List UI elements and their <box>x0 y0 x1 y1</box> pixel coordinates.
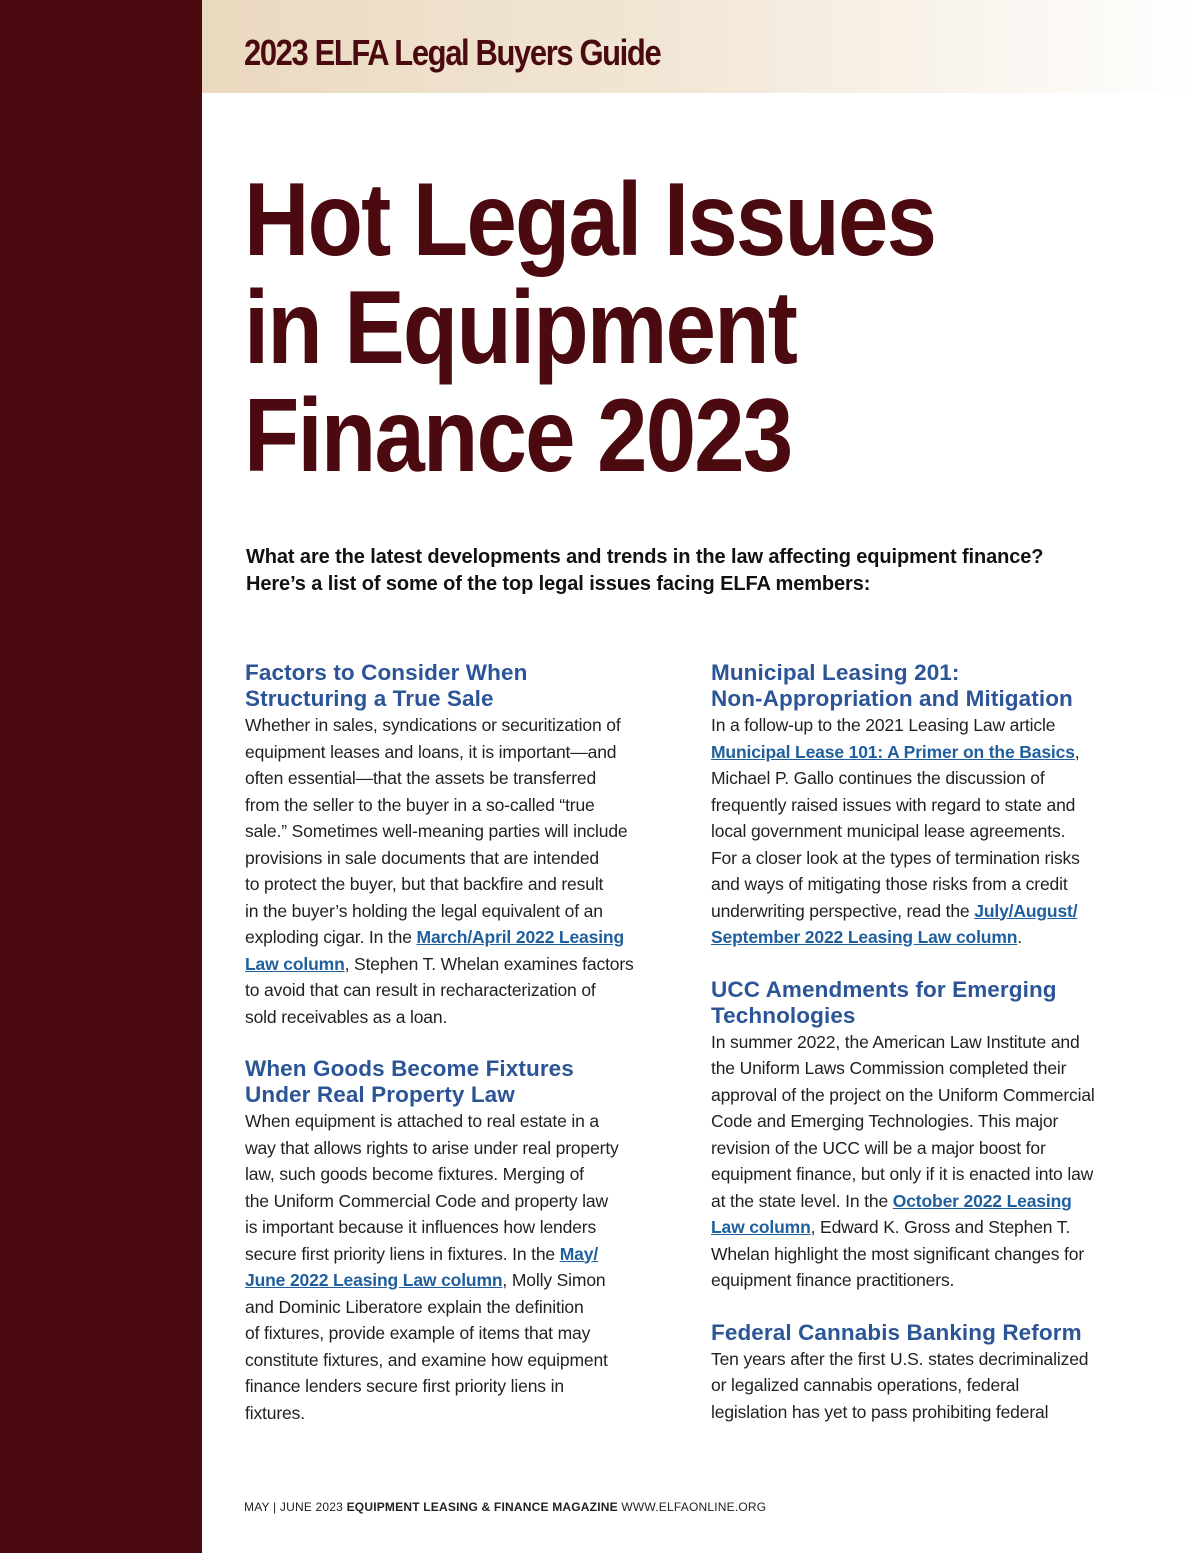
body-line: Michael P. Gallo continues the discussion of <box>711 768 1045 788</box>
body-line: equipment finance practitioners. <box>711 1270 955 1290</box>
footer-website: WWW.ELFAONLINE.ORG <box>621 1500 767 1514</box>
march-april-2022-column-link[interactable]: Law column <box>245 953 345 974</box>
heading-line: When Goods Become Fixtures <box>245 1056 574 1081</box>
body-line: or legalized cannabis operations, federal <box>711 1375 1020 1395</box>
body-line <box>711 924 1141 951</box>
section-heading <box>245 660 670 712</box>
body-line <box>711 1214 1141 1241</box>
may-june-2022-column-link[interactable]: May/ <box>559 1243 599 1264</box>
right-column <box>711 660 1141 1451</box>
section-true-sale <box>245 660 670 1030</box>
october-2022-column-link[interactable]: Law column <box>711 1217 811 1237</box>
body-line: is important because it influences how lenders <box>245 1217 597 1237</box>
heading-line: Non-Appropriation and Mitigation <box>711 686 1073 711</box>
october-2022-column-link[interactable]: October 2022 Leasing <box>892 1190 1072 1211</box>
body-line: often essential—that the assets be transferred <box>245 768 597 788</box>
section-body <box>711 1346 1141 1426</box>
body-line: the Uniform Laws Commission completed their <box>711 1058 1067 1078</box>
heading-line: Under Real Property Law <box>245 1082 515 1107</box>
body-line: and ways of mitigating those risks from a credit <box>711 874 1068 894</box>
march-april-2022-column-link[interactable]: March/April 2022 Leasing <box>416 927 624 947</box>
body-line <box>711 898 1141 925</box>
intro-line: Here’s a list of some of the top legal issues facing ELFA members: <box>246 573 871 595</box>
section-body <box>245 712 670 1030</box>
heading-line: Structuring a True Sale <box>245 686 494 711</box>
heading-line: Technologies <box>711 1002 856 1028</box>
body-line: to avoid that can result in recharacterization of <box>245 980 596 1000</box>
body-line: Code and Emerging Technologies. This major <box>711 1111 1059 1131</box>
guide-title: 2023 ELFA Legal Buyers Guide <box>244 32 661 73</box>
section-ucc-amendments <box>711 977 1141 1294</box>
body-line: constitute fixtures, and examine how equipment <box>245 1349 608 1370</box>
body-text: exploding cigar. In the <box>245 927 417 947</box>
intro-line: What are the latest developments and trends in the law affecting equipment finance? <box>246 546 1044 568</box>
footer-issue: MAY | JUNE 2023 <box>244 1500 344 1514</box>
body-line: In summer 2022, the American Law Institute and <box>711 1031 1080 1052</box>
intro-text <box>246 544 1176 598</box>
body-line: fixtures. <box>245 1402 305 1423</box>
heading-line: Federal Cannabis Banking Reform <box>711 1319 1082 1345</box>
body-line: local government municipal lease agreements. <box>711 821 1066 841</box>
page-footer <box>244 1500 766 1514</box>
section-body <box>711 1029 1141 1294</box>
body-text: , Molly Simon <box>502 1270 606 1290</box>
body-text: , Edward K. Gross and Stephen T. <box>810 1217 1071 1237</box>
body-line: Whelan highlight the most significant changes for <box>711 1243 1085 1264</box>
body-text: . <box>1017 927 1022 947</box>
body-line: Ten years after the first U.S. states decriminalized <box>711 1348 1089 1369</box>
body-text: at the state level. In the <box>711 1190 893 1211</box>
body-line <box>245 924 670 951</box>
body-line: frequently raised issues with regard to state and <box>711 794 1076 815</box>
body-text: underwriting perspective, read the <box>711 900 975 921</box>
july-august-september-2022-column-link[interactable]: July/August/ <box>974 900 1078 921</box>
left-column <box>245 660 670 1452</box>
section-fixtures <box>245 1056 670 1426</box>
body-line: from the seller to the buyer in a so-called “true <box>245 794 595 815</box>
body-line <box>711 739 1141 766</box>
article-title-line: Finance 2023 <box>244 378 792 494</box>
july-august-september-2022-column-link[interactable]: September 2022 Leasing Law column <box>711 927 1018 947</box>
may-june-2022-column-link[interactable]: June 2022 Leasing Law column <box>245 1270 503 1290</box>
body-line: provisions in sale documents that are intended <box>245 847 600 868</box>
body-line: and Dominic Liberatore explain the definition <box>245 1296 584 1317</box>
body-line: sale.” Sometimes well-meaning parties will include <box>245 821 628 841</box>
body-line: in the buyer’s holding the legal equivalent of an <box>245 900 603 921</box>
article-title-line: in Equipment <box>244 270 797 386</box>
body-text: , Stephen T. Whelan examines factors <box>344 953 634 974</box>
section-body <box>711 712 1141 951</box>
body-line <box>245 1267 670 1294</box>
section-heading <box>245 1056 670 1108</box>
article-title-line: Hot Legal Issues <box>244 162 936 278</box>
municipal-lease-101-link[interactable]: Municipal Lease 101: A Primer on the Basics <box>711 741 1075 762</box>
section-cannabis-banking <box>711 1320 1141 1426</box>
body-line <box>711 1188 1141 1215</box>
section-heading <box>711 660 1141 712</box>
body-line: equipment finance, but only if it is enacted into law <box>711 1164 1094 1184</box>
body-line: revision of the UCC will be a major boost for <box>711 1137 1046 1158</box>
body-line <box>245 951 670 978</box>
heading-line: Municipal Leasing 201: <box>711 660 960 685</box>
body-text: secure first priority liens in fixtures. In the <box>245 1243 560 1264</box>
body-line: approval of the project on the Uniform Commercial <box>711 1084 1095 1105</box>
body-text: , <box>1074 741 1080 762</box>
section-municipal-leasing <box>711 660 1141 951</box>
body-line: law, such goods become fixtures. Merging of <box>245 1164 584 1184</box>
side-color-bar <box>0 0 202 1553</box>
article-title <box>244 162 1184 494</box>
body-line: the Uniform Commercial Code and property law <box>245 1190 608 1211</box>
section-heading <box>711 977 1141 1029</box>
body-line: to protect the buyer, but that backfire and result <box>245 874 604 894</box>
footer-publication: EQUIPMENT LEASING & FINANCE MAGAZINE <box>346 1500 618 1514</box>
section-body <box>245 1108 670 1426</box>
section-heading <box>711 1320 1141 1346</box>
body-line: When equipment is attached to real estate in a <box>245 1111 600 1131</box>
body-line: equipment leases and loans, it is important—and <box>245 741 617 762</box>
body-line: of fixtures, provide example of items that may <box>245 1323 591 1343</box>
body-line: way that allows rights to arise under real property <box>245 1137 619 1158</box>
body-line: sold receivables as a loan. <box>245 1006 448 1027</box>
body-line: In a follow-up to the 2021 Leasing Law article <box>711 715 1056 735</box>
body-line <box>245 1241 670 1268</box>
body-line: Whether in sales, syndications or securitization of <box>245 715 621 735</box>
body-line: legislation has yet to pass prohibiting federal <box>711 1401 1049 1422</box>
heading-line: Factors to Consider When <box>245 660 528 685</box>
body-line: For a closer look at the types of termination risks <box>711 847 1080 868</box>
body-line: finance lenders secure first priority liens in <box>245 1376 564 1396</box>
heading-line: UCC Amendments for Emerging <box>711 976 1057 1002</box>
